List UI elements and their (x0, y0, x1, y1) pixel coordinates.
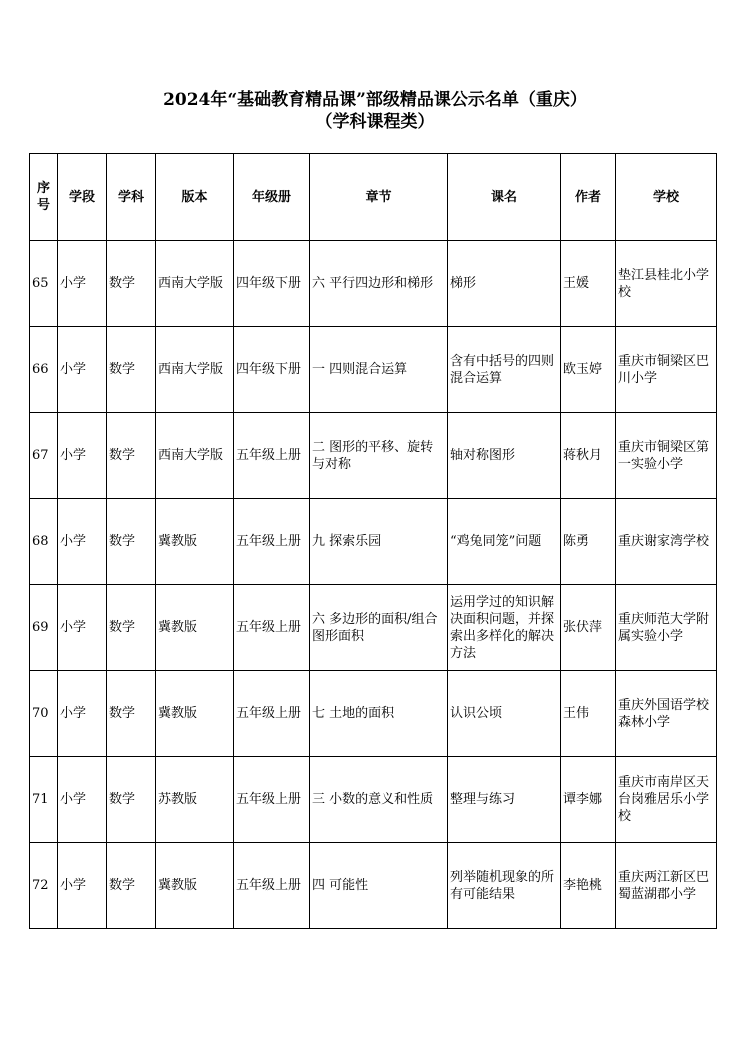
header-stage: 学段 (58, 154, 107, 241)
table-row (30, 499, 717, 585)
cell-chapter: 六 平行四边形和梯形 (310, 241, 448, 327)
cell-school: 重庆师范大学附属实验小学 (616, 585, 717, 671)
cell-num: 70 (30, 671, 58, 757)
table-header-row (30, 154, 717, 241)
table-row (30, 843, 717, 929)
cell-school: 重庆市铜梁区第一实验小学 (616, 413, 717, 499)
cell-course: 运用学过的知识解决面积问题，并探索出多样化的解决方法 (448, 585, 561, 671)
cell-subject: 数学 (107, 671, 156, 757)
cell-chapter: 七 土地的面积 (310, 671, 448, 757)
cell-grade: 五年级上册 (234, 413, 310, 499)
cell-stage: 小学 (58, 413, 107, 499)
cell-school: 重庆市南岸区天台岗雅居乐小学校 (616, 757, 717, 843)
cell-course: 列举随机现象的所有可能结果 (448, 843, 561, 929)
cell-grade: 四年级下册 (234, 241, 310, 327)
cell-subject: 数学 (107, 843, 156, 929)
cell-subject: 数学 (107, 413, 156, 499)
header-school: 学校 (616, 154, 717, 241)
cell-edition: 西南大学版 (156, 327, 234, 413)
table-row (30, 241, 717, 327)
cell-edition: 冀教版 (156, 585, 234, 671)
table-row (30, 413, 717, 499)
course-table (29, 153, 717, 929)
cell-num: 68 (30, 499, 58, 585)
cell-edition: 苏教版 (156, 757, 234, 843)
cell-school: 重庆谢家湾学校 (616, 499, 717, 585)
cell-author: 王媛 (561, 241, 616, 327)
header-edition: 版本 (156, 154, 234, 241)
cell-subject: 数学 (107, 327, 156, 413)
cell-stage: 小学 (58, 843, 107, 929)
cell-grade: 四年级下册 (234, 327, 310, 413)
cell-subject: 数学 (107, 241, 156, 327)
cell-school: 重庆外国语学校森林小学 (616, 671, 717, 757)
cell-num: 72 (30, 843, 58, 929)
header-chapter: 章节 (310, 154, 448, 241)
cell-author: 李艳桃 (561, 843, 616, 929)
cell-course: 梯形 (448, 241, 561, 327)
cell-chapter: 三 小数的意义和性质 (310, 757, 448, 843)
cell-course: “鸡兔同笼”问题 (448, 499, 561, 585)
cell-edition: 冀教版 (156, 671, 234, 757)
cell-edition: 冀教版 (156, 499, 234, 585)
cell-course: 含有中括号的四则混合运算 (448, 327, 561, 413)
cell-stage: 小学 (58, 241, 107, 327)
cell-course: 认识公顷 (448, 671, 561, 757)
cell-grade: 五年级上册 (234, 843, 310, 929)
cell-author: 张伏萍 (561, 585, 616, 671)
cell-grade: 五年级上册 (234, 499, 310, 585)
table-row (30, 585, 717, 671)
table-row (30, 757, 717, 843)
cell-edition: 西南大学版 (156, 413, 234, 499)
cell-stage: 小学 (58, 585, 107, 671)
cell-edition: 西南大学版 (156, 241, 234, 327)
header-grade: 年级册 (234, 154, 310, 241)
cell-stage: 小学 (58, 671, 107, 757)
table-row (30, 671, 717, 757)
cell-school: 重庆市铜梁区巴川小学 (616, 327, 717, 413)
cell-num: 65 (30, 241, 58, 327)
cell-grade: 五年级上册 (234, 585, 310, 671)
cell-chapter: 一 四则混合运算 (310, 327, 448, 413)
header-author: 作者 (561, 154, 616, 241)
cell-subject: 数学 (107, 499, 156, 585)
cell-school: 垫江县桂北小学校 (616, 241, 717, 327)
cell-chapter: 四 可能性 (310, 843, 448, 929)
header-course: 课名 (448, 154, 561, 241)
cell-num: 69 (30, 585, 58, 671)
cell-author: 蒋秋月 (561, 413, 616, 499)
header-num: 序号 (30, 154, 58, 241)
page-subtitle: （学科课程类） (315, 112, 435, 132)
cell-edition: 冀教版 (156, 843, 234, 929)
cell-course: 轴对称图形 (448, 413, 561, 499)
cell-course: 整理与练习 (448, 757, 561, 843)
cell-chapter: 九 探索乐园 (310, 499, 448, 585)
cell-grade: 五年级上册 (234, 671, 310, 757)
table-row (30, 327, 717, 413)
cell-author: 王伟 (561, 671, 616, 757)
cell-stage: 小学 (58, 757, 107, 843)
cell-school: 重庆两江新区巴蜀蓝湖郡小学 (616, 843, 717, 929)
cell-author: 陈勇 (561, 499, 616, 585)
cell-num: 67 (30, 413, 58, 499)
cell-chapter: 六 多边形的面积/组合图形面积 (310, 585, 448, 671)
page-title: 2024年“基础教育精品课”部级精品课公示名单（重庆） (163, 90, 587, 110)
header-subject: 学科 (107, 154, 156, 241)
cell-subject: 数学 (107, 757, 156, 843)
cell-num: 66 (30, 327, 58, 413)
cell-grade: 五年级上册 (234, 757, 310, 843)
cell-author: 欧玉婷 (561, 327, 616, 413)
cell-chapter: 二 图形的平移、旋转与对称 (310, 413, 448, 499)
cell-num: 71 (30, 757, 58, 843)
cell-stage: 小学 (58, 327, 107, 413)
cell-stage: 小学 (58, 499, 107, 585)
cell-subject: 数学 (107, 585, 156, 671)
cell-author: 谭李娜 (561, 757, 616, 843)
